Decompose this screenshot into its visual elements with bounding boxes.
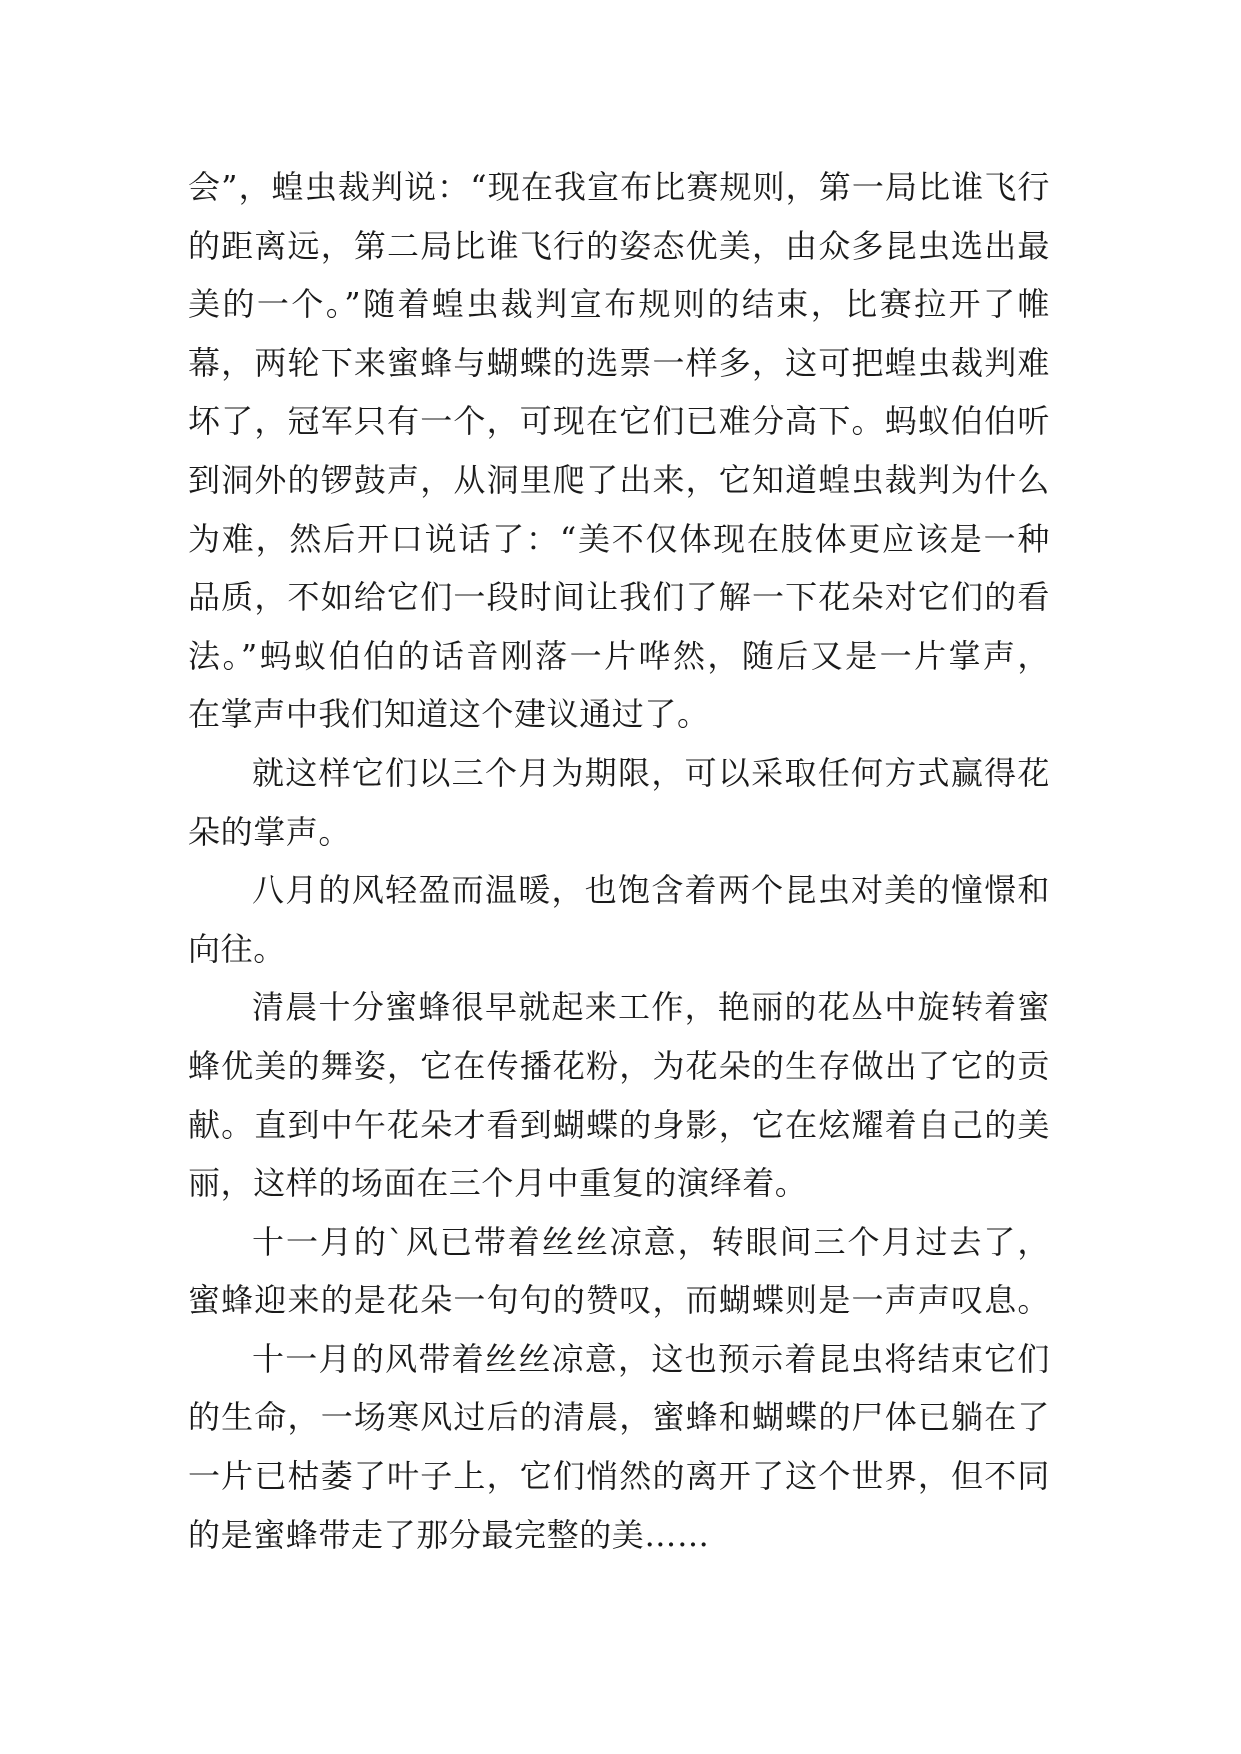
paragraph-4 (188, 978, 1050, 1212)
text-line: 十一月的风带着丝丝凉意，这也预示着昆虫将结束它们 (252, 1339, 1050, 1378)
text-line: 蜜蜂迎来的是花朵一句句的赞叹，而蝴蝶则是一声声叹息。 (188, 1281, 1050, 1320)
text-line: 就这样它们以三个月为期限，可以采取任何方式赢得花 (252, 753, 1050, 792)
text-line: 丽，这样的场面在三个月中重复的演绎着。 (188, 1164, 808, 1203)
text-line: 幕，两轮下来蜜蜂与蝴蝶的选票一样多，这可把蝗虫裁判难 (188, 343, 1050, 382)
text-line: 法。”蚂蚁伯伯的话音刚落一片哗然，随后又是一片掌声， (188, 636, 1050, 675)
text-line: 清晨十分蜜蜂很早就起来工作，艳丽的花丛中旋转着蜜 (252, 988, 1050, 1027)
text-line: 为难，然后开口说话了：“美不仅体现在肢体更应该是一种 (188, 519, 1050, 558)
text-line: 一片已枯萎了叶子上，它们悄然的离开了这个世界，但不同 (188, 1457, 1050, 1496)
text-line: 坏了，冠军只有一个，可现在它们已难分高下。蚂蚁伯伯听 (188, 402, 1050, 441)
paragraph-1 (188, 158, 1050, 744)
text-line: 到洞外的锣鼓声，从洞里爬了出来，它知道蝗虫裁判为什么 (188, 460, 1050, 499)
paragraph-5 (188, 1213, 1050, 1330)
text-line: 在掌声中我们知道这个建议通过了。 (188, 695, 710, 734)
text-line: 的距离远，第二局比谁飞行的姿态优美，由众多昆虫选出最 (188, 226, 1050, 265)
document-body (188, 158, 1050, 1564)
text-line: 品质，不如给它们一段时间让我们了解一下花朵对它们的看 (188, 578, 1050, 617)
text-line: 蜂优美的舞姿，它在传播花粉，为花朵的生存做出了它的贡 (188, 1046, 1050, 1085)
paragraph-6 (188, 1330, 1050, 1564)
text-line: 会”，蝗虫裁判说：“现在我宣布比赛规则，第一局比谁飞行 (188, 168, 1050, 206)
text-line: 朵的掌声。 (188, 812, 352, 851)
text-line: 八月的风轻盈而温暖，也饱含着两个昆虫对美的憧憬和 (252, 871, 1050, 910)
text-line: 的生命，一场寒风过后的清晨，蜜蜂和蝴蝶的尸体已躺在了 (188, 1398, 1050, 1437)
text-line: 的是蜜蜂带走了那分最完整的美…… (188, 1515, 710, 1554)
paragraph-2 (188, 744, 1050, 861)
text-line: 向往。 (188, 929, 286, 968)
text-line: 十一月的`风已带着丝丝凉意，转眼间三个月过去了， (252, 1222, 1050, 1261)
paragraph-3 (188, 861, 1050, 978)
text-line: 献。直到中午花朵才看到蝴蝶的身影，它在炫耀着自己的美 (188, 1105, 1050, 1144)
text-line: 美的一个。”随着蝗虫裁判宣布规则的结束，比赛拉开了帷 (188, 285, 1050, 324)
